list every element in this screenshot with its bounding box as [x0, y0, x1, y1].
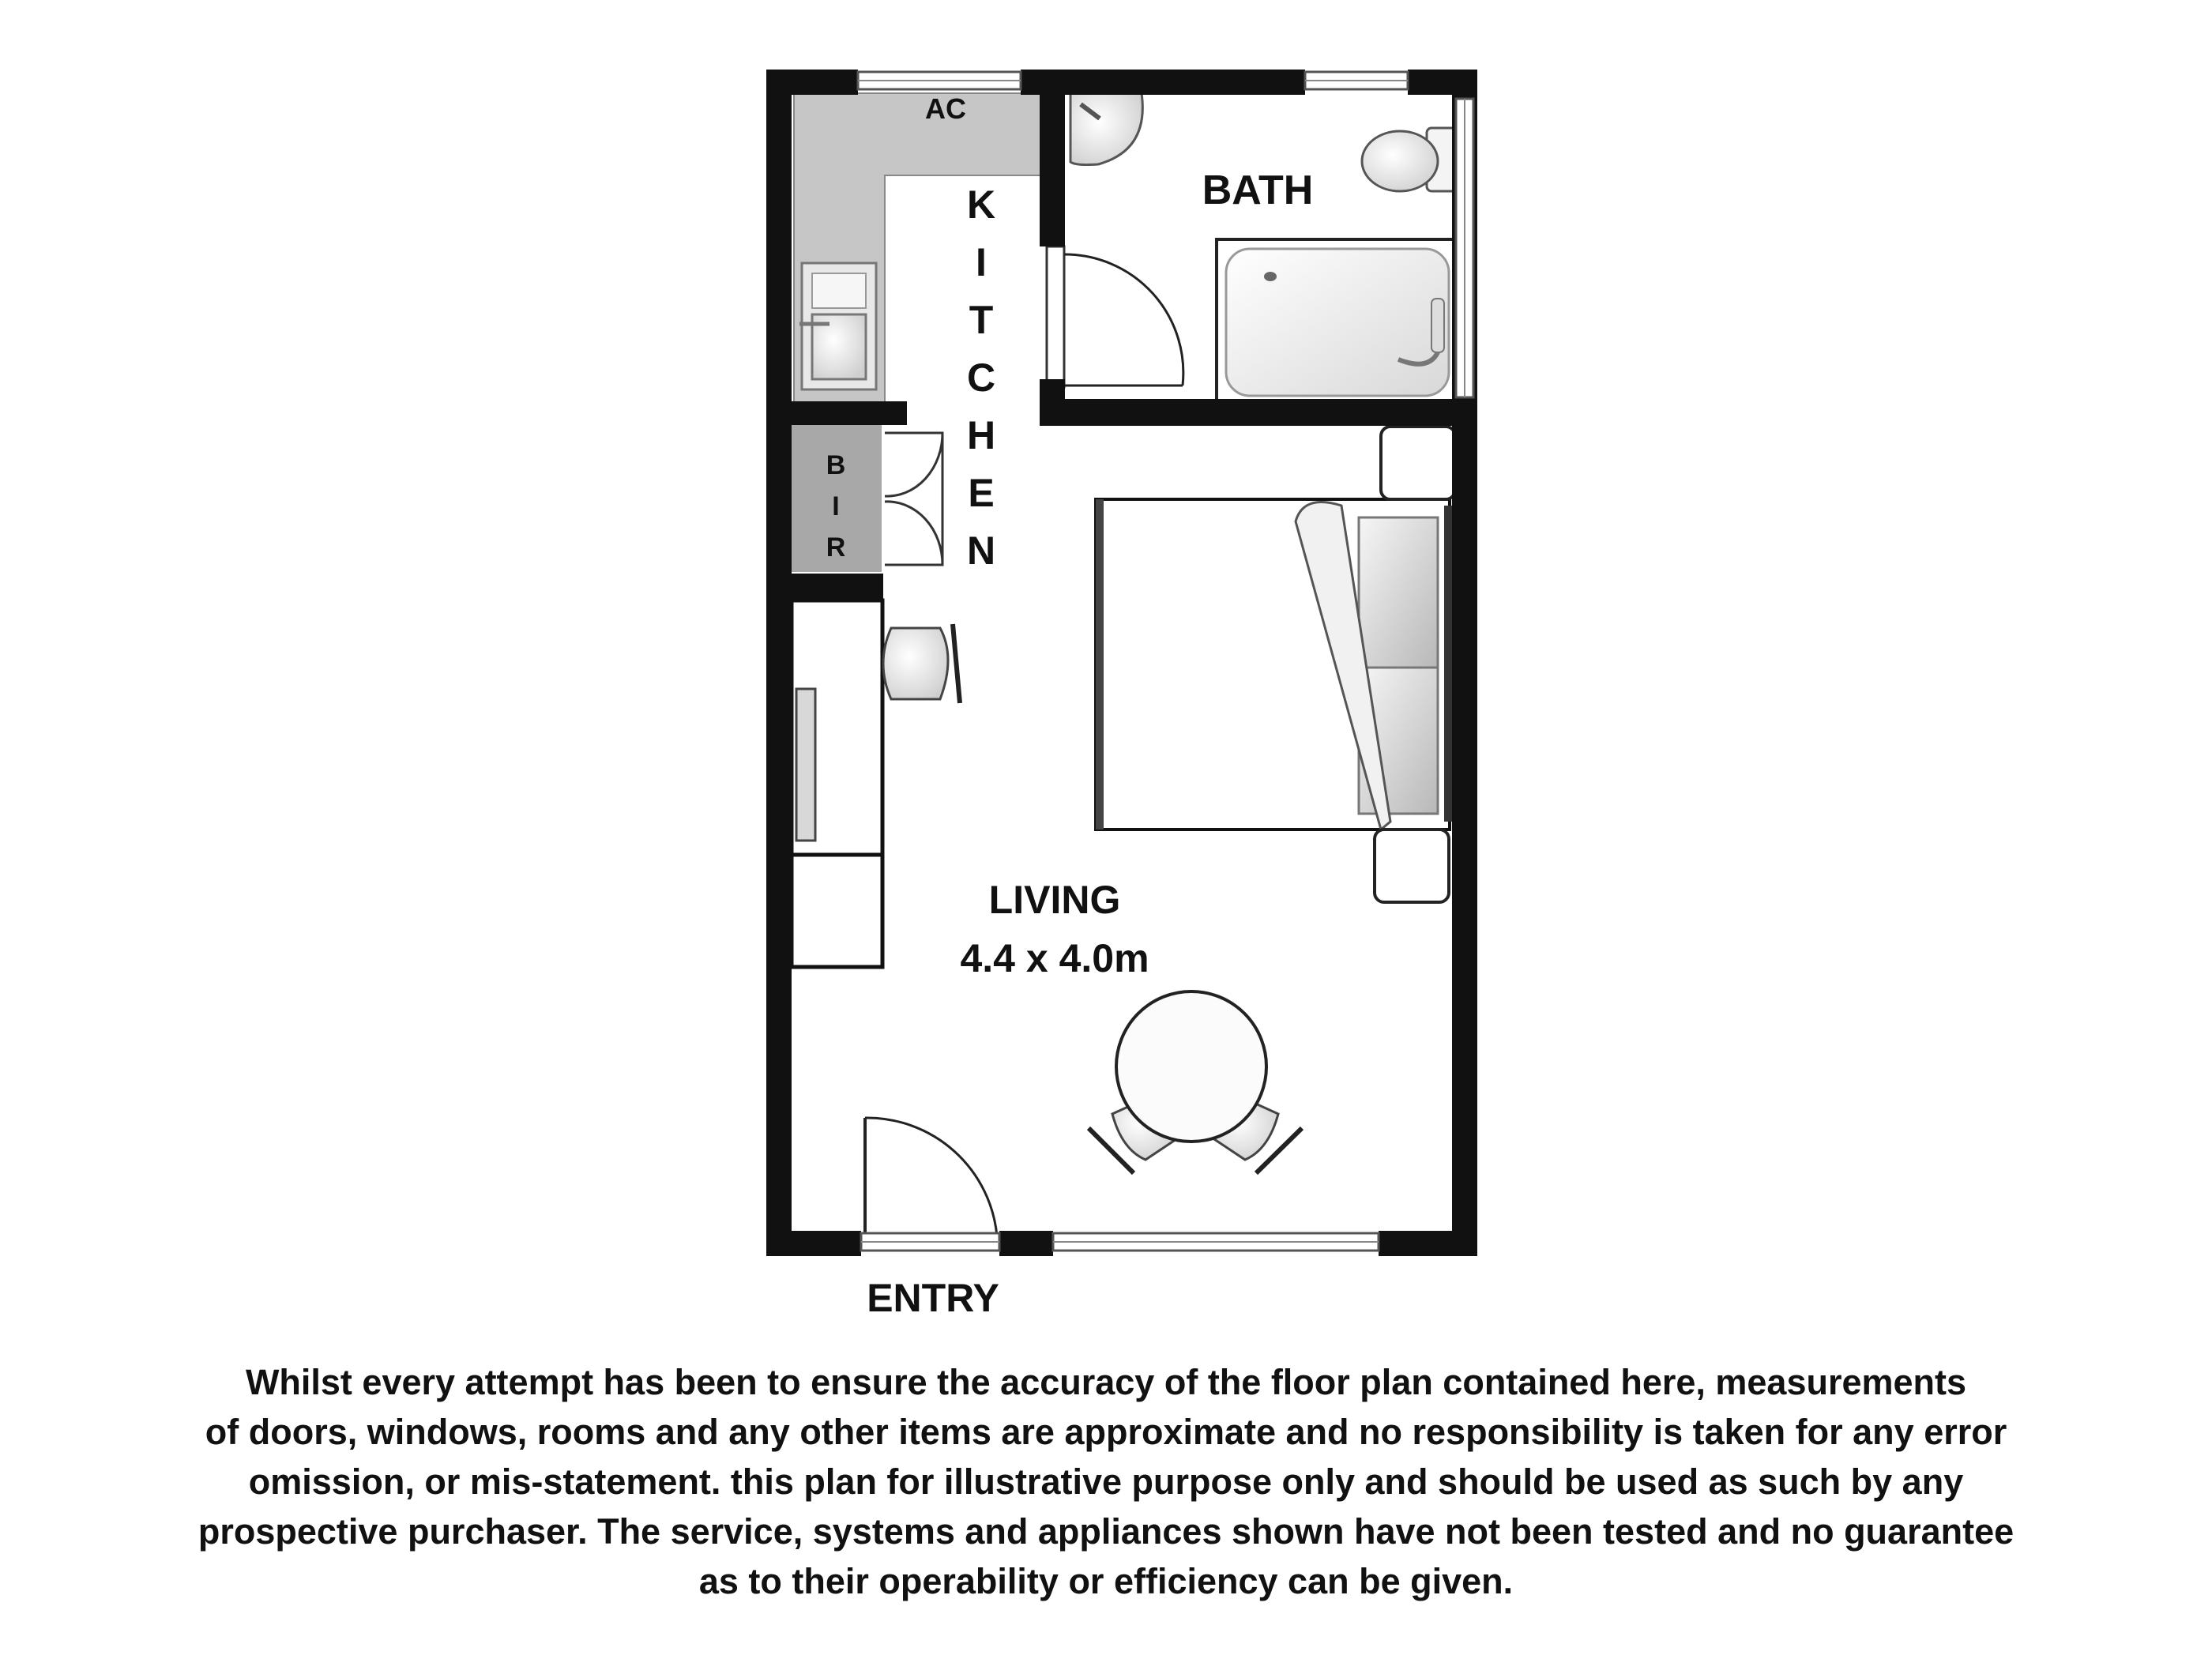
- label-kitchen-letter: C: [966, 356, 996, 400]
- toilet: [1362, 128, 1457, 191]
- label-kitchen-letter: E: [968, 471, 995, 515]
- disclaimer-line: omission, or mis-statement. this plan for illustrative purpose only and should be used as such by any: [248, 1462, 1964, 1502]
- bed: [1096, 499, 1452, 830]
- bedside-table-bottom: [1375, 830, 1449, 902]
- label-entry: ENTRY: [867, 1276, 999, 1320]
- disclaimer-line: of doors, windows, rooms and any other items are approximate and no responsibility is taken for any error: [205, 1412, 2007, 1452]
- label-kitchen-letter: I: [976, 240, 987, 284]
- label-living-size: 4.4 x 4.0m: [960, 936, 1149, 980]
- bath-tub: [1217, 239, 1454, 401]
- disclaimer-line: Whilst every attempt has been to ensure the accuracy of the floor plan contained here, measurements: [245, 1362, 1967, 1402]
- label-bir-letter: I: [832, 491, 840, 521]
- label-bath: BATH: [1202, 167, 1314, 213]
- disclaimer-line: prospective purchaser. The service, systems and appliances shown have not been tested and no guarantee: [198, 1511, 2014, 1552]
- label-kitchen-letter: K: [966, 182, 996, 227]
- label-bir-letter: R: [826, 532, 846, 562]
- label-kitchen-letter: H: [966, 413, 996, 457]
- tv-unit: [792, 600, 882, 967]
- label-kitchen-letter: T: [969, 298, 994, 342]
- label-ac: AC: [925, 92, 966, 125]
- disclaimer: [158, 1357, 2054, 1606]
- label-living: LIVING: [988, 878, 1121, 922]
- kitchen-sink: [799, 263, 876, 389]
- label-bir-letter: B: [826, 450, 846, 480]
- label-kitchen-letter: N: [966, 529, 996, 573]
- bedside-table-top: [1381, 427, 1455, 499]
- disclaimer-line: as to their operability or efficiency can be given.: [698, 1561, 1514, 1601]
